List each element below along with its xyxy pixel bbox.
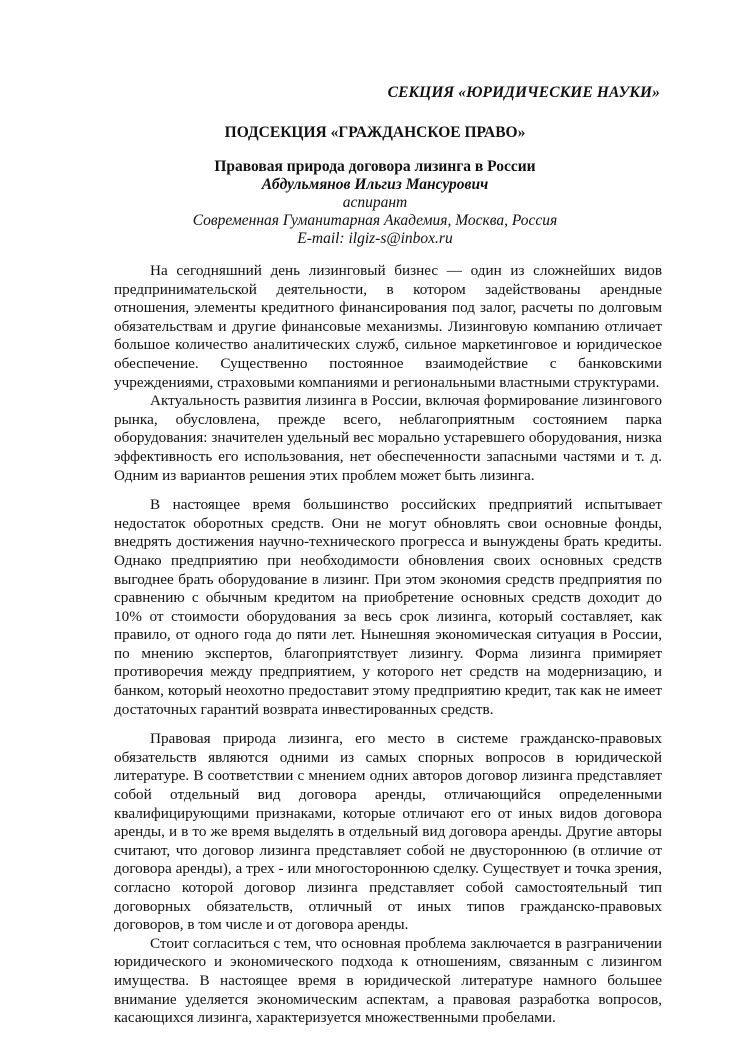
paper-title: Правовая природа договора лизинга в России	[214, 158, 536, 175]
subsection-heading: ПОДСЕКЦИЯ «ГРАЖДАНСКОЕ ПРАВО»	[224, 124, 526, 141]
author-name: Абдульмянов Ильгиз Мансурович	[261, 176, 489, 193]
author-affiliation: Современная Гуманитарная Академия, Москва, Россия	[192, 212, 558, 229]
body-paragraph: На сегодняшний день лизинговый бизнес — один из сложнейших видов предпринимательской деятельности, в котором задействованы арендные отношения, элементы кредитного финансирования под залог, расчеты по долговым обязательствам и другие финансовые механизмы. Лизинговую компанию отличает большое количество аналитических служб, сильное маркетинговое и юридическое обеспечение. Существенно постоянное взаимодействие с банковскими учреждениями, страховыми компаниями и региональными властными структурами.	[114, 262, 662, 391]
body-paragraph: Стоит согласиться с тем, что основная проблема заключается в разграничении юридического и экономического подхода к отношениям, связанным с лизингом имущества. В настоящее время в юридической литературе намного большее внимание уделяется экономическим аспектам, а правовая разработка вопросов, касающихся лизинга, характеризуется множественными пробелами.	[114, 934, 662, 1027]
author-position: аспирант	[342, 194, 408, 211]
author-email: E-mail: ilgiz-s@inbox.ru	[297, 230, 453, 247]
article-body	[114, 262, 662, 1028]
body-paragraph: Правовая природа лизинга, его место в системе гражданско-правовых обязательств являются одними из самых спорных вопросов в юридической литературе. В соответствии с мнением одних авторов договор лизинга представляет собой отдельный вид договора аренды, отличающийся определенными квалифицирующими признаками, которые отличают его от иных видов договора аренды, и в то же время выделять в отдельный вид договора аренды. Другие авторы считают, что договор лизинга представляет собой не двустороннюю (в отличие от договора аренды), а трех - или многостороннюю сделку. Существует и точка зрения, согласно которой договор лизинга представляет собой самостоятельный тип договорных обязательств, отличный от иных типов гражданско-правовых договоров, в том числе и от договора аренды.	[114, 730, 662, 934]
article-header	[0, 158, 750, 248]
body-paragraph: В настоящее время большинство российских предприятий испытывает недостаток оборотных средств. Они не могут обновлять свои основные фонды, внедрять достижения научно-технического прогресса и вынуждены брать кредиты. Однако предприятию при необходимости обновления своих основных средств выгоднее брать оборудование в лизинг. При этом экономия средств предприятия по сравнению с обычным кредитом на приобретение основных средств доходит до 10% от стоимости оборудования за весь срок лизинга, который составляет, как правило, от одного года до пяти лет. Нынешняя экономическая ситуация в России, по мнению экспертов, благоприятствует лизингу. Форма лизинга примиряет противоречия между предприятием, у которого нет средств на модернизацию, и банком, который неохотно предоставит этому предприятию кредит, так как не имеет достаточных гарантий возврата инвестированных средств.	[114, 496, 662, 718]
body-paragraph: Актуальность развития лизинга в России, включая формирование лизингового рынка, обусловлена, прежде всего, неблагоприятным состоянием парка оборудования: значителен удельный вес морально устаревшего оборудования, низка эффективность его использования, нет обеспеченности запасными частями и т. д. Одним из вариантов решения этих проблем может быть лизинга.	[114, 392, 662, 484]
section-heading: СЕКЦИЯ «ЮРИДИЧЕСКИЕ НАУКИ»	[387, 84, 660, 101]
